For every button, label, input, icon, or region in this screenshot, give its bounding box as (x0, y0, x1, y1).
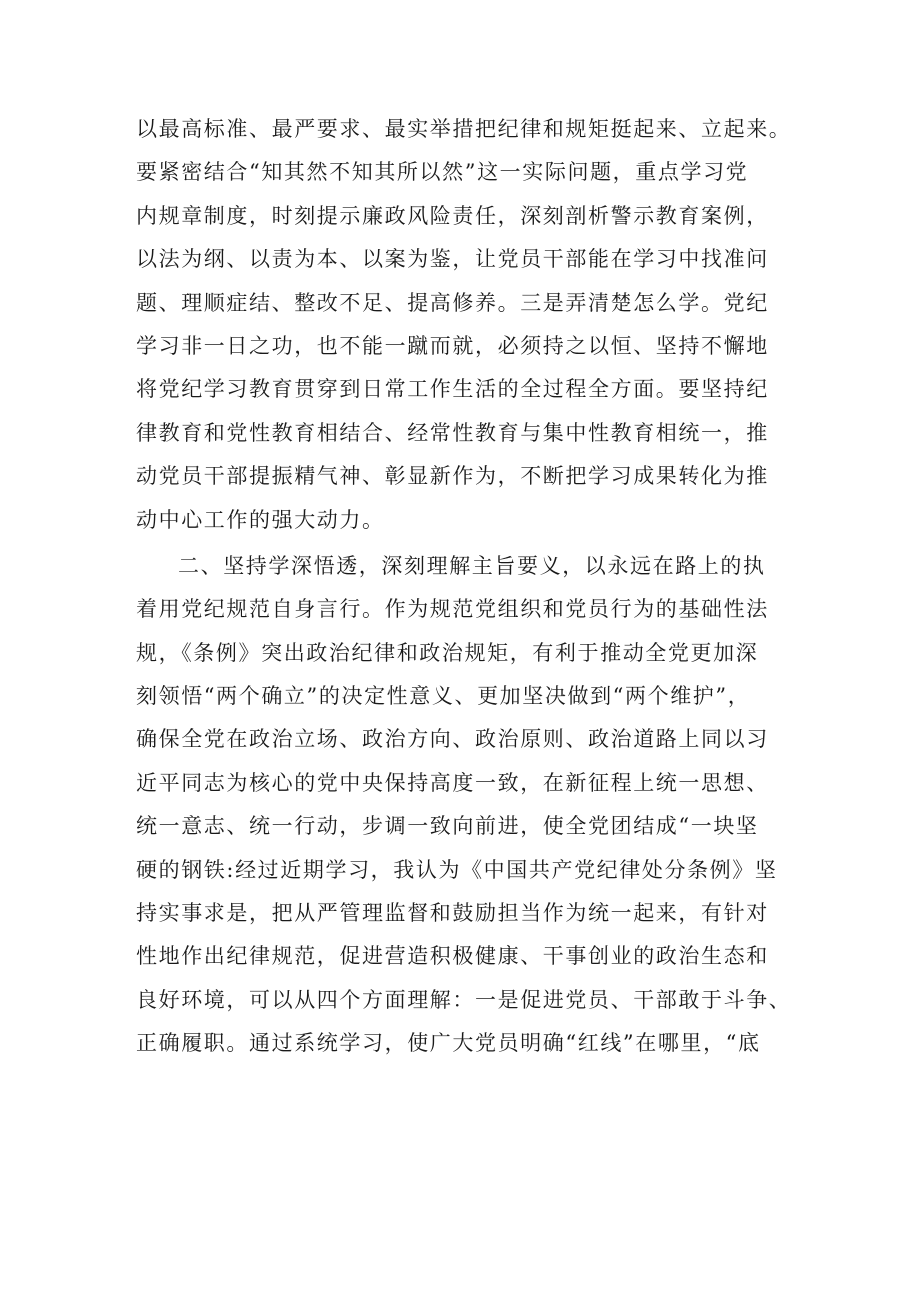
text-line: 持实事求是，把从严管理监督和鼓励担当作为统一起来，有针对 (136, 901, 769, 926)
text-line: 题、理顺症结、整改不足、提高修养。三是弄清楚怎么学。党纪 (136, 290, 769, 315)
text-line: 着用党纪规范自身言行。作为规范党组织和党员行为的基础性法 (136, 597, 769, 622)
text-line: 刻领悟“两个确立”的决定性意义、更加坚决做到“两个维护”， (136, 684, 751, 709)
text-line: 动党员干部提振精气神、彰显新作为，不断把学习成果转化为推 (136, 464, 769, 489)
text-line: 确保全党在政治立场、政治方向、政治原则、政治道路上同以习 (136, 727, 769, 752)
text-line: 以法为纲、以责为本、以案为鉴，让党员干部能在学习中找准问 (136, 247, 769, 272)
text-line: 学习非一日之功，也不能一蹴而就，必须持之以恒、坚持不懈地 (136, 333, 769, 358)
text-line: 规，《条例》突出政治纪律和政治规矩，有利于推动全党更加深 (136, 640, 759, 665)
text-line: 二、坚持学深悟透，深刻理解主旨要义，以永远在路上的执 (178, 553, 766, 578)
text-line: 性地作出纪律规范，促进营造积极健康、干事创业的政治生态和 (136, 944, 769, 969)
text-line: 统一意志、统一行动，步调一致向前进，使全党团结成“一块坚 (136, 814, 759, 839)
body-text (136, 108, 796, 1066)
text-line: 律教育和党性教育相结合、经常性教育与集中性教育相统一，推 (136, 420, 769, 445)
text-line: 近平同志为核心的党中央保持高度一致，在新征程上统一思想、 (136, 770, 769, 795)
text-line: 要紧密结合“知其然不知其所以然”这一实际问题，重点学习党 (136, 160, 749, 185)
text-line: 硬的钢铁:经过近期学习，我认为《中国共产党纪律处分条例》坚 (136, 857, 778, 882)
text-line: 良好环境，可以从四个方面理解：一是促进党员、干部敢于斗争、 (136, 987, 792, 1012)
text-line: 以最高标准、最严要求、最实举措把纪律和规矩挺起来、立起来。 (136, 117, 792, 141)
text-line: 将党纪学习教育贯穿到日常工作生活的全过程全方面。要坚持纪 (136, 377, 769, 402)
text-line: 内规章制度，时刻提示廉政风险责任，深刻剖析警示教育案例， (136, 203, 769, 228)
text-line: 正确履职。通过系统学习，使广大党员明确“红线”在哪里，“底 (136, 1031, 761, 1056)
text-line: 动中心工作的强大动力。 (136, 507, 385, 532)
